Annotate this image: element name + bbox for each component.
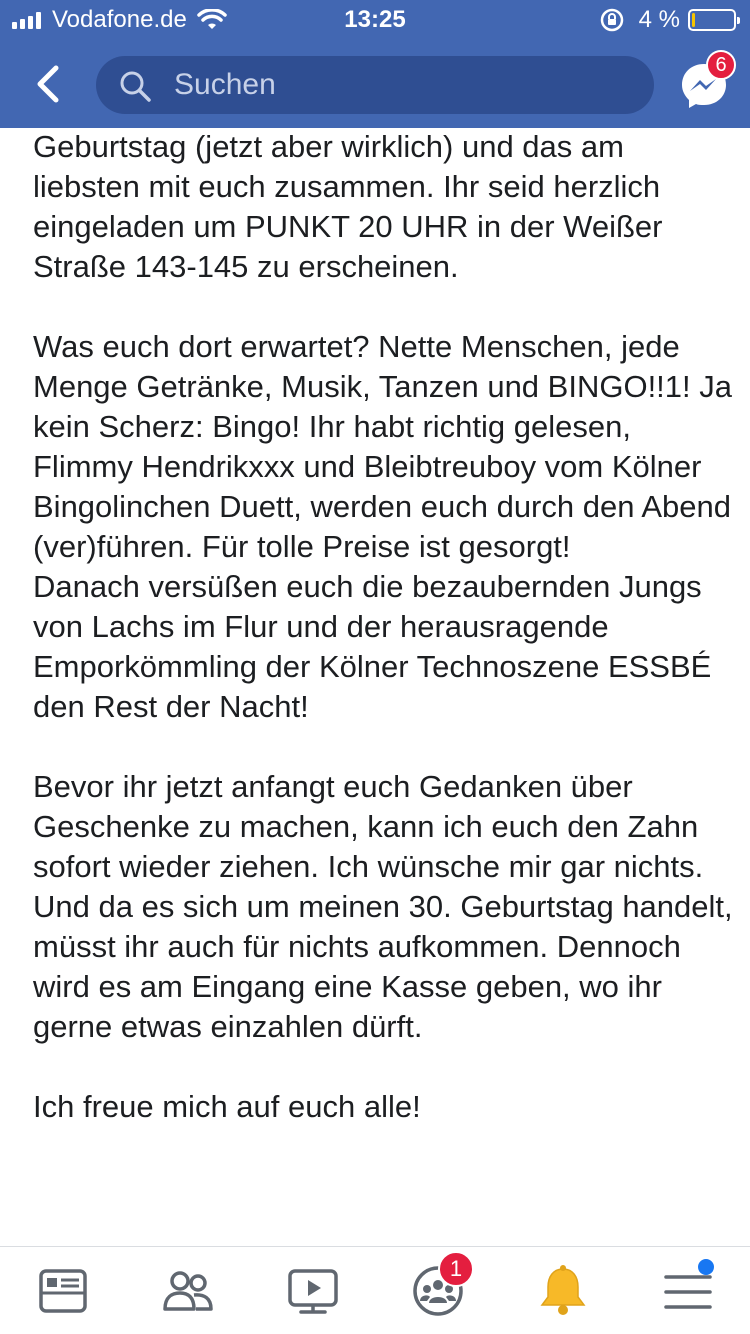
bell-icon [535, 1263, 591, 1319]
menu-notification-dot [698, 1259, 714, 1275]
tab-groups[interactable] [410, 1256, 466, 1319]
tab-friends[interactable] [160, 1263, 216, 1319]
chevron-left-icon [30, 62, 66, 106]
status-right [599, 6, 736, 34]
groups-badge: 1 [438, 1251, 474, 1287]
tab-notifications[interactable] [535, 1263, 591, 1319]
tab-menu[interactable] [660, 1263, 716, 1319]
post-paragraph: Danach versüßen euch die bezaubernden Jungs von Lachs im Flur und der herausragende Emporkömmling der Kölner Technoszene ESSBÉ den Rest der Nacht! [33, 569, 712, 724]
rotation-lock-icon [599, 7, 625, 33]
post-text [33, 127, 733, 1167]
tab-news-feed[interactable] [35, 1263, 91, 1319]
status-bar [0, 0, 750, 40]
post-paragraph: Ich freue mich auf euch alle! [33, 1089, 421, 1124]
tab-watch[interactable] [285, 1263, 341, 1319]
clock: 13:25 [344, 6, 406, 33]
watch-video-icon [285, 1263, 341, 1319]
battery-percent: 4 % [638, 6, 680, 33]
search-bar[interactable] [96, 56, 654, 114]
news-feed-icon [35, 1263, 91, 1319]
search-icon [118, 69, 152, 103]
post-paragraph: Bevor ihr jetzt anfangt euch Gedanken über Geschenke zu machen, kann ich euch den Zahn sofort wieder ziehen. Ich wünsche mir gar nichts. Und da es sich um meinen 30. Geburtstag handelt, müsst ihr auch für nichts aufkommen. Dennoch wird es am Eingang eine Kasse geben, wo ihr gerne etwas einzahlen dürft. [33, 769, 733, 1044]
battery-level-fill [692, 13, 695, 27]
back-button[interactable] [30, 62, 66, 106]
post-paragraph: Was euch dort erwartet? Nette Menschen, jede Menge Getränke, Musik, Tanzen und BINGO!!1! Ja kein Scherz: Bingo! Ihr habt richtig gelesen, Flimmy Hendrikxxx und Bleibtreuboy vom Kölner Bingolinchen Duett, werden euch durch den Abend (ver)führen. Für tolle Preise ist gesorgt! [33, 329, 732, 564]
search-input[interactable] [174, 56, 634, 114]
post-paragraph: Geburtstag (jetzt aber wirklich) und das am liebsten mit euch zusammen. Ihr seid herzlich eingeladen um PUNKT 20 UHR in der Weißer Straße 143-145 zu erscheinen. [33, 129, 663, 284]
friends-icon [160, 1263, 216, 1319]
messenger-badge: 6 [706, 50, 736, 80]
battery-icon [688, 9, 736, 31]
bottom-tab-bar [0, 1246, 750, 1334]
top-header [0, 0, 750, 128]
messenger-button[interactable] [678, 54, 730, 112]
carrier-name: Vodafone.de [52, 6, 187, 33]
